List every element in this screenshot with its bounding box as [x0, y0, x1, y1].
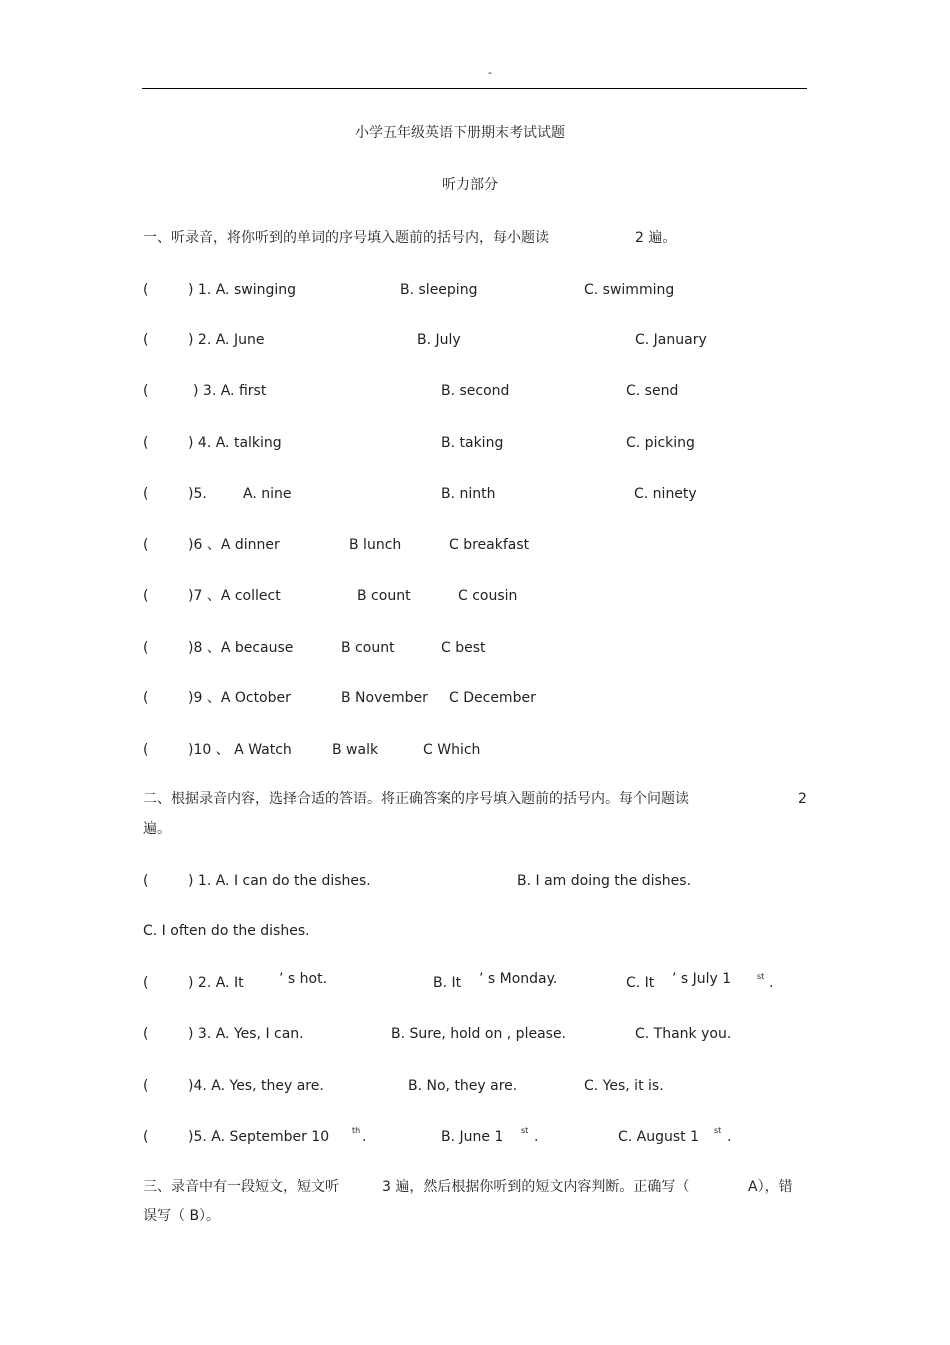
answer-paren[interactable]: (	[143, 1078, 149, 1094]
section3-instruction-part3: A），错	[748, 1179, 793, 1195]
header-mark: -	[488, 66, 492, 79]
option-b-suffix: st	[521, 1126, 529, 1135]
option-b-end: .	[534, 1129, 539, 1145]
option-c-end: .	[727, 1129, 732, 1145]
answer-paren[interactable]: (	[143, 873, 149, 889]
option-b: B. Sure, hold on , please.	[391, 1026, 567, 1042]
option-b: B walk	[332, 742, 379, 758]
answer-paren[interactable]: (	[143, 742, 149, 758]
option-c: C. I often do the dishes.	[143, 923, 310, 939]
answer-paren[interactable]: (	[143, 332, 149, 348]
answer-paren[interactable]: (	[143, 975, 149, 991]
section3-instruction-part1: 三、录音中有一段短文，短文听	[143, 1179, 339, 1195]
option-b-part2: ’ s Monday.	[479, 971, 558, 987]
option-b: B. sleeping	[400, 282, 478, 298]
option-a: )6 、A dinner	[188, 537, 280, 553]
option-a-part1: ) 2. A. It	[188, 975, 244, 991]
option-b: B. July	[417, 332, 461, 348]
option-a: ) 4. A. talking	[188, 435, 282, 451]
option-c-end: .	[769, 975, 774, 991]
section3-instruction-part2: 3 遍，然后根据你听到的短文内容判断。正确写（	[382, 1179, 690, 1195]
section2-times: 2	[798, 791, 807, 807]
section3-instruction-line2: 误写（ B）。	[143, 1208, 221, 1224]
answer-paren[interactable]: (	[143, 282, 149, 298]
option-a: )5. A. September 10	[188, 1129, 330, 1145]
option-a: )4. A. Yes, they are.	[188, 1078, 324, 1094]
option-a: ) 3. A. Yes, I can.	[188, 1026, 304, 1042]
option-a: )10 、 A Watch	[188, 742, 292, 758]
option-a: ) 1. A. I can do the dishes.	[188, 873, 371, 889]
option-a: ) 2. A. June	[188, 332, 265, 348]
answer-paren[interactable]: (	[143, 1129, 149, 1145]
option-c: C. January	[635, 332, 707, 348]
option-a-end: .	[362, 1129, 367, 1145]
option-a: ) 3. A. first	[193, 383, 267, 399]
option-c-part2: ’ s July 1	[672, 971, 732, 987]
option-c: C. Thank you.	[635, 1026, 732, 1042]
option-b: B. taking	[441, 435, 504, 451]
answer-paren[interactable]: (	[143, 1026, 149, 1042]
answer-paren[interactable]: (	[143, 486, 149, 502]
section1-times: 2 遍。	[635, 230, 677, 246]
option-c-suffix: st	[757, 972, 765, 981]
answer-paren[interactable]: (	[143, 690, 149, 706]
answer-paren[interactable]: (	[143, 640, 149, 656]
option-b: B count	[341, 640, 395, 656]
option-a: )7 、A collect	[188, 588, 281, 604]
option-b: B. second	[441, 383, 510, 399]
option-b-part1: B. It	[433, 975, 462, 991]
section2-times-cont: 遍。	[143, 821, 171, 837]
option-c: C December	[449, 690, 536, 706]
option-c: C. picking	[626, 435, 695, 451]
option-a: A. nine	[243, 486, 292, 502]
option-a-suffix: th	[352, 1126, 361, 1135]
option-c: C. ninety	[634, 486, 697, 502]
answer-paren[interactable]: (	[143, 588, 149, 604]
question-number: )5.	[188, 486, 207, 502]
option-b: B lunch	[349, 537, 402, 553]
option-c: C best	[441, 640, 486, 656]
option-c: C. send	[626, 383, 679, 399]
option-c-part1: C. It	[626, 975, 655, 991]
header-rule	[142, 88, 807, 89]
answer-paren[interactable]: (	[143, 537, 149, 553]
option-a: )8 、A because	[188, 640, 294, 656]
option-c: C Which	[423, 742, 481, 758]
section1-instruction: 一、听录音，将你听到的单词的序号填入题前的括号内，每小题读	[143, 230, 549, 246]
option-c: C breakfast	[449, 537, 530, 553]
page-subtitle: 听力部分	[442, 177, 498, 193]
option-a-part2: ’ s hot.	[279, 971, 328, 987]
option-c: C. swimming	[584, 282, 675, 298]
option-a: )9 、A October	[188, 690, 291, 706]
option-c: C. August 1	[618, 1129, 700, 1145]
option-b: B. June 1	[441, 1129, 504, 1145]
option-c-suffix: st	[714, 1126, 722, 1135]
option-b: B count	[357, 588, 411, 604]
option-b: B. I am doing the dishes.	[517, 873, 692, 889]
option-c: C cousin	[458, 588, 518, 604]
option-b: B November	[341, 690, 428, 706]
option-a: ) 1. A. swinging	[188, 282, 296, 298]
section2-instruction: 二、根据录音内容，选择合适的答语。将正确答案的序号填入题前的括号内。每个问题读	[143, 791, 689, 807]
option-b: B. ninth	[441, 486, 496, 502]
option-b: B. No, they are.	[408, 1078, 518, 1094]
answer-paren[interactable]: (	[143, 435, 149, 451]
page-title: 小学五年级英语下册期末考试试题	[355, 125, 565, 141]
answer-paren[interactable]: (	[143, 383, 149, 399]
option-c: C. Yes, it is.	[584, 1078, 664, 1094]
